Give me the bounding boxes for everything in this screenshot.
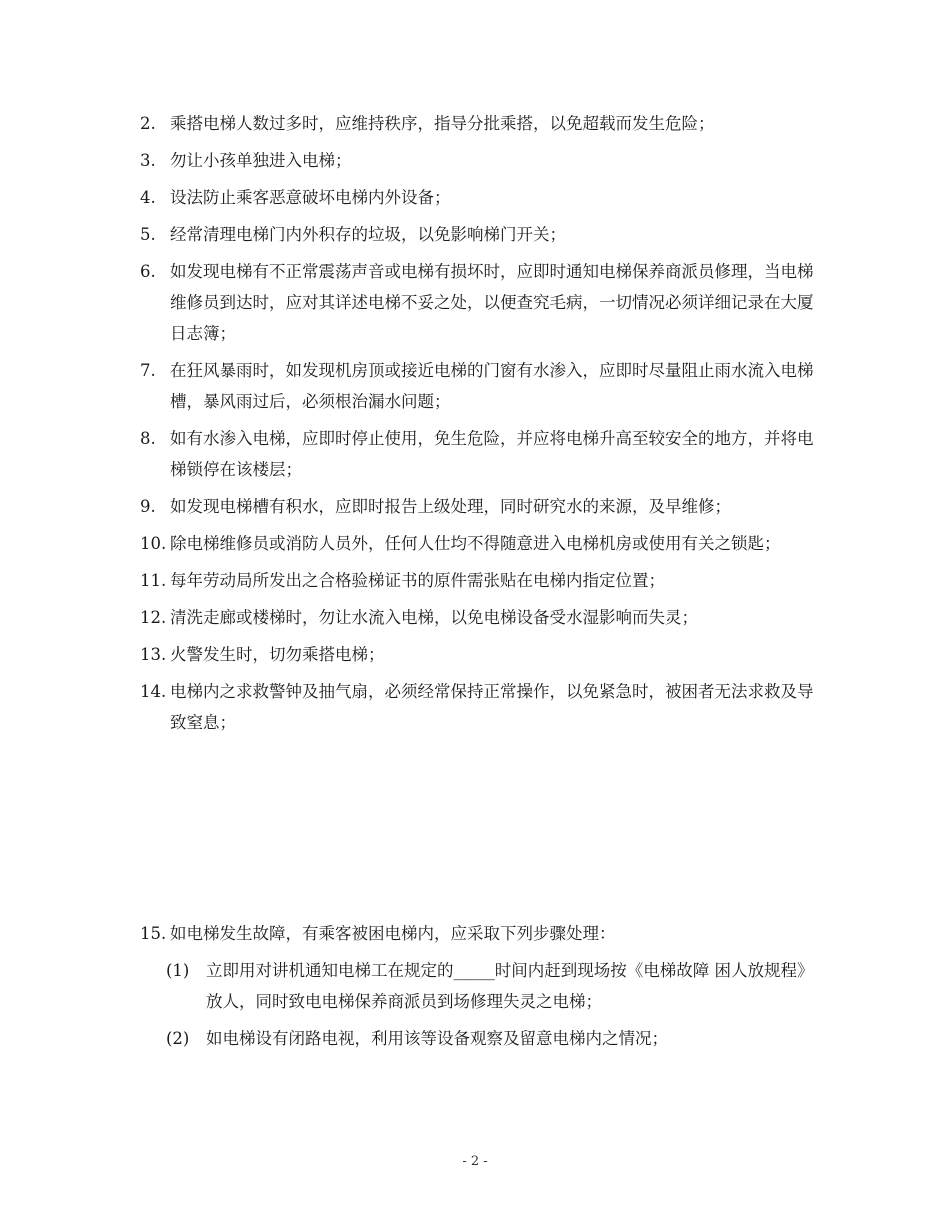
item-text: 如发现电梯有不正常震荡声音或电梯有损坏时，应即时通知电梯保养商派员修理，当电梯维修员到达时，应对其详述电梯不妥之处，以便查究毛病，一切情况必须详细记录在大厦日志簿； — [170, 262, 814, 343]
sub-item-text: 如电梯设有闭路电视，利用该等设备观察及留意电梯内之情况； — [206, 1029, 668, 1048]
list-item — [140, 219, 815, 250]
sub-list-item — [166, 1023, 815, 1054]
item-text: 清洗走廊或楼梯时，勿让水流入电梯，以免电梯设备受水湿影响而失灵； — [170, 608, 698, 627]
list-item — [140, 565, 815, 596]
list-item — [140, 182, 815, 213]
item-number: 4. — [140, 188, 156, 207]
item-text: 火警发生时，切勿乘搭电梯； — [170, 645, 385, 664]
item-number: 6. — [140, 262, 156, 281]
emergency-section — [140, 918, 815, 1060]
item-text: 勿让小孩单独进入电梯； — [170, 151, 352, 170]
list-item — [140, 918, 815, 949]
item-number: 8. — [140, 429, 156, 448]
item-text: 电梯内之求救警钟及抽气扇，必须经常保持正常操作，以免紧急时，被困者无法求救及导致窒息； — [170, 682, 814, 732]
list-item — [140, 602, 815, 633]
item-number: 14. — [140, 682, 167, 701]
list-item — [140, 639, 815, 670]
item-text: 除电梯维修员或消防人员外，任何人仕均不得随意进入电梯机房或使用有关之锁匙； — [170, 534, 781, 553]
list-item — [140, 355, 815, 417]
sub-item-text: 立即用对讲机通知电梯工在规定的_____时间内赶到现场按《电梯故障 困人放规程》放人，同时致电电梯保养商派员到场修理失灵之电梯； — [206, 961, 814, 1011]
list-item — [140, 108, 815, 139]
item-number: 11. — [140, 571, 167, 590]
sub-item-number: (1) — [166, 961, 190, 980]
list-item — [140, 145, 815, 176]
list-item — [140, 491, 815, 522]
item-number: 7. — [140, 361, 156, 380]
list-item — [140, 256, 815, 349]
item-text: 设法防止乘客恶意破坏电梯内外设备； — [170, 188, 451, 207]
item-text: 如有水渗入电梯，应即时停止使用，免生危险，并应将电梯升高至较安全的地方，并将电梯锁停在该楼层； — [170, 429, 814, 479]
item-text: 如发现电梯槽有积水，应即时报告上级处理，同时研究水的来源，及早维修； — [170, 497, 731, 516]
item-text: 如电梯发生故障，有乘客被困电梯内，应采取下列步骤处理： — [170, 924, 616, 943]
item-number: 3. — [140, 151, 156, 170]
rules-list — [140, 108, 815, 744]
sub-item-number: (2) — [166, 1029, 190, 1048]
item-number: 13. — [140, 645, 167, 664]
item-number: 5. — [140, 225, 156, 244]
sub-list-item — [166, 955, 815, 1017]
item-number: 10. — [140, 534, 167, 553]
item-text: 每年劳动局所发出之合格验梯证书的原件需张贴在电梯内指定位置； — [170, 571, 665, 590]
item-text: 乘搭电梯人数过多时，应维持秩序，指导分批乘搭，以免超载而发生危险； — [170, 114, 715, 133]
item-number: 9. — [140, 497, 156, 516]
item-text: 在狂风暴雨时，如发现机房顶或接近电梯的门窗有水渗入，应即时尽量阻止雨水流入电梯槽，暴风雨过后，必须根治漏水问题； — [170, 361, 814, 411]
list-item — [140, 676, 815, 738]
item-number: 15. — [140, 924, 167, 943]
page-number: - 2 - — [462, 1154, 488, 1169]
item-number: 2. — [140, 114, 156, 133]
item-text: 经常清理电梯门内外积存的垃圾，以免影响梯门开关； — [170, 225, 566, 244]
item-number: 12. — [140, 608, 167, 627]
list-item — [140, 528, 815, 559]
list-item — [140, 423, 815, 485]
